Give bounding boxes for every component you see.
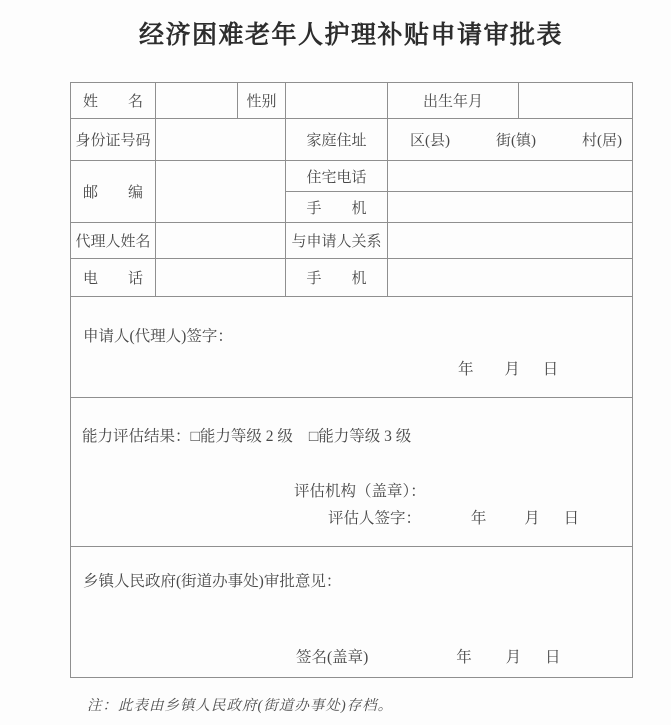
sig-date-month: 月 <box>504 361 520 378</box>
agent-phone-value-cell[interactable] <box>156 259 286 297</box>
applicant-signature-date <box>458 357 558 379</box>
agent-mobile-label: 手 机 <box>286 259 388 297</box>
footer-note: 注：此表由乡镇人民政府(街道办事处)存档。 <box>87 698 394 714</box>
approval-cell[interactable] <box>71 547 633 678</box>
name-value-cell[interactable] <box>156 83 238 119</box>
row-assessment <box>71 398 633 547</box>
applicant-signature-label: 申请人(代理人)签字： <box>83 328 233 345</box>
address-parts <box>388 129 632 150</box>
assess-date-year: 年 <box>470 510 487 527</box>
relation-label: 与申请人关系 <box>286 223 388 259</box>
agent-mobile-value-cell[interactable] <box>388 259 633 297</box>
application-form-table <box>70 82 633 678</box>
row-basic-info <box>71 83 633 119</box>
approval-date-day: 日 <box>544 649 561 666</box>
row-approval <box>71 547 633 678</box>
approval-date-year: 年 <box>456 649 472 666</box>
level-2-checkbox-option[interactable]: □能力等级 2 级 <box>190 428 293 445</box>
id-number-value-cell[interactable] <box>156 119 286 161</box>
home-address-label: 家庭住址 <box>286 119 388 161</box>
birth-value-cell[interactable] <box>519 83 633 119</box>
approval-sign-label: 签名(盖章) <box>296 649 369 666</box>
address-part-street: 街(镇) <box>496 133 536 149</box>
relation-value-cell[interactable] <box>388 223 633 259</box>
assessor-signature-line <box>328 506 579 528</box>
approval-sign-line <box>296 645 561 667</box>
sig-date-day: 日 <box>542 361 559 378</box>
home-phone-label: 住宅电话 <box>286 161 388 192</box>
home-phone-value-cell[interactable] <box>388 161 633 192</box>
agent-name-label: 代理人姓名 <box>71 223 156 259</box>
row-agent <box>71 223 633 259</box>
assess-date-month: 月 <box>524 510 540 527</box>
assessment-agency-label: 评估机构（盖章）： <box>294 483 426 500</box>
page-title: 经济困难老年人护理补贴申请审批表 <box>138 22 563 49</box>
assessment-result-label: 能力评估结果： <box>82 428 191 445</box>
gender-value-cell[interactable] <box>286 83 388 119</box>
birth-label: 出生年月 <box>388 83 519 119</box>
approval-date-month: 月 <box>505 649 522 666</box>
agent-phone-label: 电 话 <box>71 259 156 297</box>
id-number-label: 身份证号码 <box>71 119 156 161</box>
agent-name-value-cell[interactable] <box>156 223 286 259</box>
level-3-checkbox-option[interactable]: □能力等级 3 级 <box>308 428 412 445</box>
address-part-district: 区(县) <box>410 133 450 149</box>
home-address-value-cell[interactable] <box>388 119 633 161</box>
assessor-signature-label: 评估人签字： <box>328 510 422 527</box>
postal-code-label: 邮 编 <box>71 161 156 223</box>
row-agent-phone <box>71 259 633 297</box>
postal-code-value-cell[interactable] <box>156 161 286 223</box>
gender-label: 性别 <box>238 83 286 119</box>
mobile-value-cell[interactable] <box>388 192 633 223</box>
mobile-label: 手 机 <box>286 192 388 223</box>
row-id-address <box>71 119 633 161</box>
applicant-signature-cell[interactable] <box>71 297 633 398</box>
approval-opinion-label: 乡镇人民政府(街道办事处)审批意见： <box>83 573 342 590</box>
sig-date-year: 年 <box>458 361 474 378</box>
name-label: 姓 名 <box>71 83 156 119</box>
address-part-village: 村(居) <box>582 133 622 149</box>
row-applicant-signature <box>71 297 633 398</box>
assess-date-day: 日 <box>563 510 580 527</box>
assessment-cell <box>71 398 633 547</box>
assessment-result-line <box>82 424 411 446</box>
row-postal-homephone <box>71 161 633 192</box>
